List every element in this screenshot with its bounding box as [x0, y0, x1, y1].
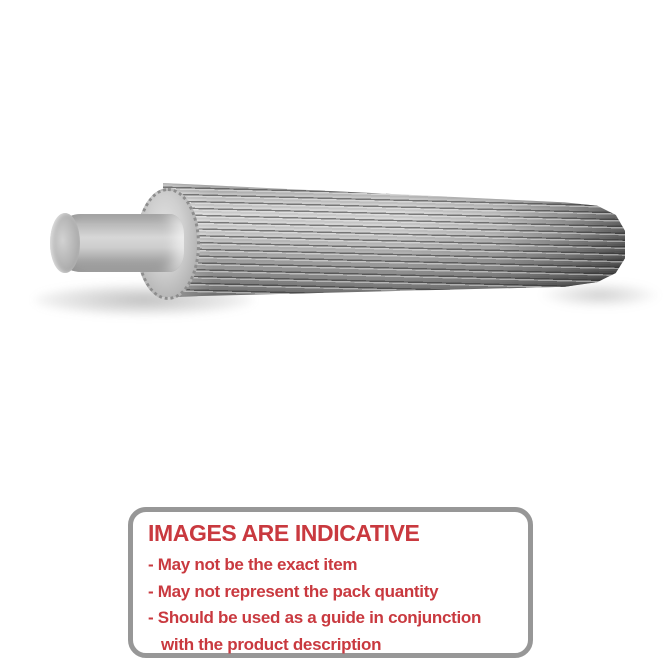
notice-line-1: - May not be the exact item	[148, 555, 358, 574]
shaft-end-face	[50, 213, 80, 273]
indicative-notice-box	[128, 507, 533, 658]
notice-line-2: - May not represent the pack quantity	[148, 581, 439, 601]
notice-line-4: with the product description	[161, 634, 382, 654]
notice-line-3: - Should be used as a guide in conjunction	[148, 608, 482, 627]
toothed-bar	[163, 183, 625, 297]
notice-title: IMAGES ARE INDICATIVE	[148, 520, 420, 546]
